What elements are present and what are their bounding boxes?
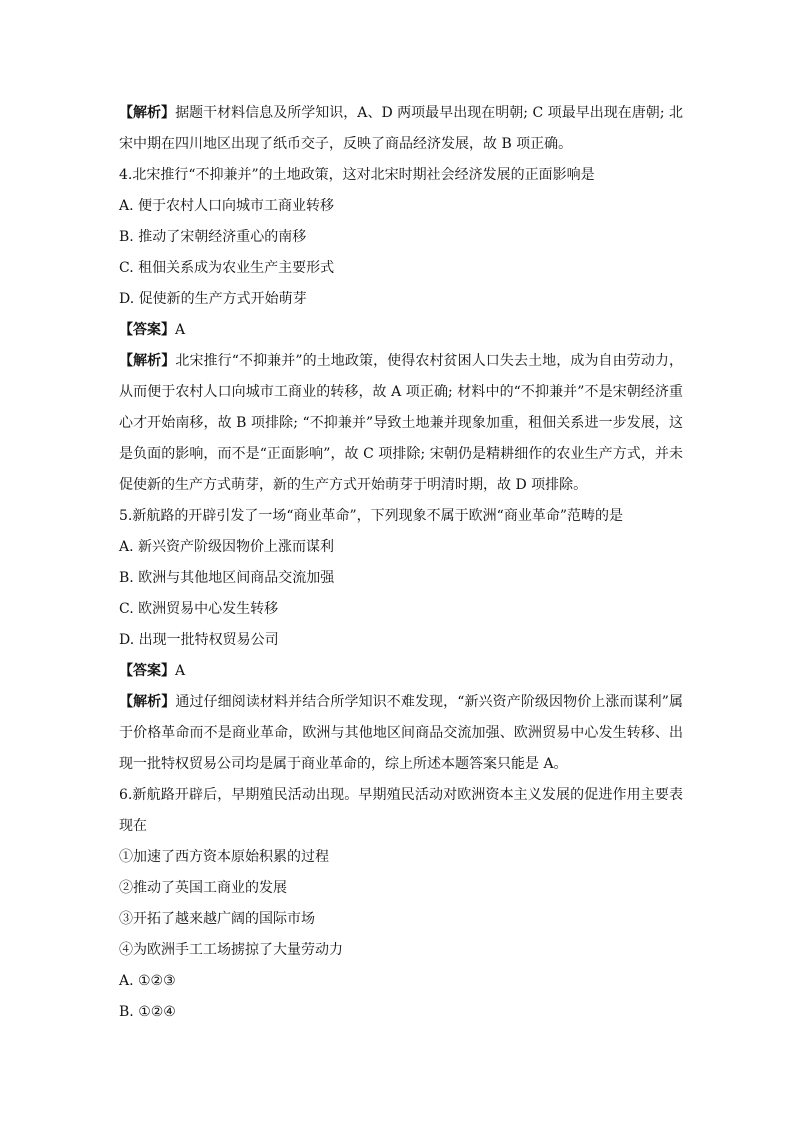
answer-value: A: [175, 663, 186, 679]
q6-item-2: ②推动了英国工商业的发展: [119, 880, 287, 896]
answer-tag: 【答案】: [119, 663, 175, 679]
q4-option-b: B. 推动了宋朝经济重心的南移: [119, 229, 307, 245]
analysis-text: 北宋推行“不抑兼并”的土地政策，使得农村贫困人口失去土地，成为自由劳动力，从而便于农村人口向城市工商业的转移，故 A 项正确; 材料中的“不抑兼并”不是宋朝经济重心才开始南移，故 B 项排除; “不抑兼并”导致土地兼并现象加重，租佃关系进一步发展，这是负面的影响，而不是“正面影响”，故 C 项排除; 宋朝仍是精耕细作的农业生产方式，并未促使新的生产方式萌芽，新的生产方式开始萌芽于明清时期，故 D 项排除。: [119, 353, 684, 493]
q6-option-b: B. ①②④: [119, 1004, 176, 1020]
q6-item-3: ③开拓了越来越广阔的国际市场: [119, 911, 315, 927]
q5-option-c: C. 欧洲贸易中心发生转移: [119, 601, 279, 617]
answer-value: A: [175, 322, 186, 338]
analysis-text: 通过仔细阅读材料并结合所学知识不难发现，“新兴资产阶级因物价上涨而谋利”属于价格革命而不是商业革命，欧洲与其他地区间商品交流加强、欧洲贸易中心发生转移、出现一批特权贸易公司均是属于商业革命的，综上所述本题答案只能是 A。: [119, 694, 684, 772]
q4-option-c: C. 租佃关系成为农业生产主要形式: [119, 260, 335, 276]
analysis-tag: 【解析】: [119, 694, 176, 710]
q6-option-a: A. ①②③: [119, 973, 176, 989]
q5-option-d: D. 出现一批特权贸易公司: [119, 632, 279, 648]
q5-answer: [119, 656, 683, 687]
analysis-tag: 【解析】: [119, 353, 176, 369]
q4-stem: 4.北宋推行“不抑兼并”的土地政策，这对北宋时期社会经济发展的正面影响是: [119, 167, 595, 183]
analysis-tag: 【解析】: [119, 105, 176, 121]
q5-option-a: A. 新兴资产阶级因物价上涨而谋利: [119, 539, 335, 555]
q4-option-a: A. 便于农村人口向城市工商业转移: [119, 198, 335, 214]
q4-analysis: [119, 346, 683, 501]
q6-stem: 6.新航路开辟后，早期殖民活动出现。早期殖民活动对欧洲资本主义发展的促进作用主要表现在: [119, 787, 683, 834]
analysis-text: 据题干材料信息及所学知识，A、D 两项最早出现在明朝; C 项最早出现在唐朝; 北宋中期在四川地区出现了纸币交子，反映了商品经济发展，故 B 项正确。: [119, 105, 684, 152]
document-page: [119, 98, 683, 1028]
q5-analysis: [119, 687, 683, 780]
q5-stem: 5.新航路的开辟引发了一场“商业革命”，下列现象不属于欧洲“商业革命”范畴的是: [119, 508, 623, 524]
q3-analysis: [119, 98, 683, 160]
q4-answer: [119, 315, 683, 346]
answer-tag: 【答案】: [119, 322, 175, 338]
q4-option-d: D. 促使新的生产方式开始萌芽: [119, 291, 307, 307]
q5-option-b: B. 欧洲与其他地区间商品交流加强: [119, 570, 335, 586]
q6-item-1: ①加速了西方资本原始积累的过程: [119, 849, 329, 865]
q6-item-4: ④为欧洲手工工场掳掠了大量劳动力: [119, 942, 343, 958]
